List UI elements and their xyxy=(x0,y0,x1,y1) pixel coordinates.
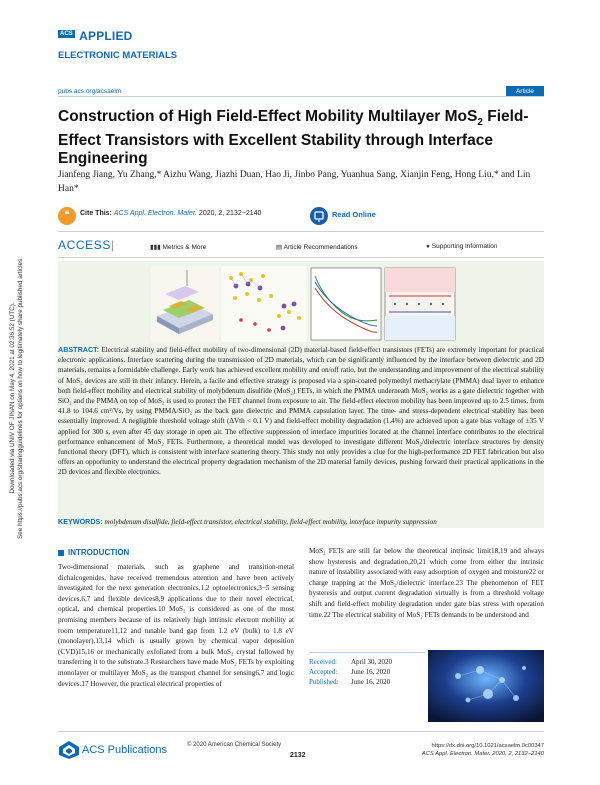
author-list: Jianfeng Jiang, Yu Zhang,* Aizhu Wang, Jiazhi Duan, Hao Ji, Jinbo Pang, Yuanhua Sang, Xianjin Feng, Hong Liu,* and Lin Han* xyxy=(58,170,531,194)
cite-divider xyxy=(58,231,544,232)
doi-block xyxy=(400,742,544,758)
published-row xyxy=(309,677,429,687)
received-label: Received: xyxy=(309,658,337,666)
supporting-label: Supporting Information xyxy=(431,243,498,250)
journal-name-line1: APPLIED xyxy=(79,29,133,43)
footer-citation: ACS Appl. Electron. Mater. 2020, 2, 2132−2140 xyxy=(421,751,544,757)
read-online-icon[interactable] xyxy=(310,207,328,225)
cite-this xyxy=(80,210,261,217)
doi-link[interactable]: https://dx.doi.org/10.1021/acsaelm.0c00347 xyxy=(431,743,544,749)
access-label: ACCESS| xyxy=(58,238,115,252)
section-marker-icon xyxy=(58,550,64,556)
accepted-label: Accepted: xyxy=(309,668,338,676)
journal-url[interactable]: pubs.acs.org/acsaelm xyxy=(58,88,122,95)
title-part-2: Field-Effect Transistors with Excellent Stability through Interface Engineering xyxy=(58,108,529,168)
accepted-row xyxy=(309,667,429,677)
recommendations-icon: ▤ xyxy=(276,244,283,251)
supporting-icon: ● xyxy=(426,243,430,250)
download-notice xyxy=(9,203,25,593)
title-part-1: Construction of High Field-Effect Mobility Multilayer MoS xyxy=(58,108,478,125)
cite-journal[interactable]: ACS Appl. Electron. Mater. xyxy=(113,210,197,217)
journal-logo[interactable] xyxy=(58,27,177,63)
cite-ref: 2020, 2, 2132−2140 xyxy=(198,210,262,217)
abstract-label: ABSTRACT: xyxy=(58,345,100,354)
recommendations-link[interactable] xyxy=(276,243,358,251)
acs-logo-icon[interactable] xyxy=(58,740,80,760)
header-divider xyxy=(58,96,544,97)
metrics-link[interactable] xyxy=(150,243,206,251)
article-title xyxy=(58,108,548,168)
abstract-text xyxy=(58,345,544,478)
title-subscript: 2 xyxy=(477,117,483,129)
dates-divider xyxy=(309,652,425,653)
keywords-list: molybdenum disulfide, field-effect transistor, electrical stability, field-effect mobility, interface impurity suppression xyxy=(104,518,437,526)
acs-publications-wordmark[interactable]: ACS Publications xyxy=(82,744,167,756)
accepted-date: June 16, 2020 xyxy=(351,668,391,676)
cite-icon[interactable]: ❝ xyxy=(58,207,76,225)
keywords-label: KEYWORDS: xyxy=(58,517,103,526)
metrics-icon: ▮▮▮ xyxy=(150,244,161,251)
publication-dates xyxy=(309,657,429,687)
received-row xyxy=(309,657,429,667)
footer-divider xyxy=(58,731,544,732)
intro-column-right: MoS₂ FETs are still far below the theoretical intrinsic limit18,19 and always show hysteresis and degradation,20,21 which come from either the intrinsic nature of instability associated with easy adsorption of oxygen and moisture22 or charge trapping at the MoS₂/dielectric interface.23 The phenomenon of FET hysteresis and output current degradation virtually is from a threshold voltage shift and field-effect mobility degradation under gate bias stress with operation time.22 The electrical stability of MoS₂ FETs demands to be understood and xyxy=(309,547,544,619)
acs-tag: ACS xyxy=(60,31,73,37)
recommendations-label: Article Recommendations xyxy=(283,244,358,251)
journal-cover-image[interactable] xyxy=(428,650,544,722)
cite-label: Cite This: xyxy=(80,210,112,217)
access-divider xyxy=(58,257,544,258)
download-notice-line-2: See https://pubs.acs.org/sharingguidelines for options on how to legitimately share published articles. xyxy=(17,257,24,539)
download-notice-line-1: Downloaded via UNIV OF JINAN on May 4, 2021 at 02:36:52 (UTC). xyxy=(9,302,16,494)
published-label: Published: xyxy=(309,678,339,686)
received-date: April 30, 2020 xyxy=(351,658,393,666)
read-online-link[interactable]: Read Online xyxy=(332,210,376,219)
page-number: 2132 xyxy=(290,752,306,759)
intro-column-left: Two-dimensional materials, such as graphene and transition-metal dichalcogenides, have received tremendous attention and have been actively investigated for the next generation electronics,1,2 optoelectronics,3−5 sensing devices,6,7 and flexible devices8,9 applications due to their novel electrical, optical, and chemical properties.10 MoS₂ is considered as one of the most promising members because of its relatively high intrinsic electron mobility at room temperature11,12 and tunable band gap from 1.2 eV (bulk) to 1.8 eV (monolayer),13,14 which is usually grown by chemical vapor deposition (CVD)15,16 or mechanically exfoliated from a bulk MoS₂ crystal followed by transferring it to the substrate.3 Researchers have made MoS₂ FETs by exploiting monolayer or multilayer MoS₂ as the transport channel for sensing6,7 and logic devices.17 However, the practical electrical properties of xyxy=(58,563,294,688)
metrics-label: Metrics & More xyxy=(162,244,207,251)
supporting-info-link[interactable] xyxy=(426,243,498,250)
intro-heading: INTRODUCTION xyxy=(68,548,130,557)
keywords xyxy=(58,517,544,526)
copyright: © 2020 American Chemical Society xyxy=(187,742,282,748)
abstract-body: Electrical stability and field-effect mobility of two-dimensional (2D) material-based field-effect transistors (FETs) are extremely important for practical electronic applications. Interface scattering during the transmission of 2D materials, which can be significantly influenced by the interface between dielectric and 2D materials, remains a formidable challenge. Early work has achieved excellent mobility and on/off ratio, but the understanding and improvement of the electrical stability of MoS₂ devices are still in their infancy. Herein, a facile and effective strategy is proposed via a spin-coated polymethyl methacrylate (PMMA) dual layer to enhance both field-effect mobility and electrical stability of molybdenum disulfide (MoS₂) FETs, in which the PMMA underneath MoS₂ works as a gate dielectric together with SiO₂ and the PMMA on top of MoS₂ is used to protect the FET channel from exposure to air. The field-effect electron mobility has been improved up to 2.5 times, from 41.8 to 104.6 cm²/Vs, by using PMMA/SiO₂ as the back gate dielectric and PMMA capsulation layer. The time- and stress-dependent electrical stability has been essentially improved. A negligible threshold voltage shift (ΔVth < 0.1 V) and field-effect mobility degradation (1.4%) are achieved upon a gate bias voltage of ±35 V applied for 300 s, even after 45 day storage in open air. The effective suppression of interface impurities located at the channel interface contributes to the electrical performance enhancement of MoS₂ FETs. Furthermore, a theoretical model was developed to investigate different MoS₂/dielectric interface structures by density functional theory (DFT), which is consistent with interface scattering theory. This study not only provides a clue for the high-performance 2D FET fabrication but also offers an opportunity to understand the electrical property degradation mechanism of the 2D material family devices, pushing forward their practical applications in the 2D devices and flexible electronics. xyxy=(58,346,544,477)
access-label-text: ACCESS xyxy=(58,238,111,252)
toc-graphic xyxy=(151,266,457,342)
published-date: June 16, 2020 xyxy=(351,678,391,686)
journal-name-line2: ELECTRONIC MATERIALS xyxy=(58,50,178,61)
article-type-badge: Article xyxy=(506,86,544,97)
